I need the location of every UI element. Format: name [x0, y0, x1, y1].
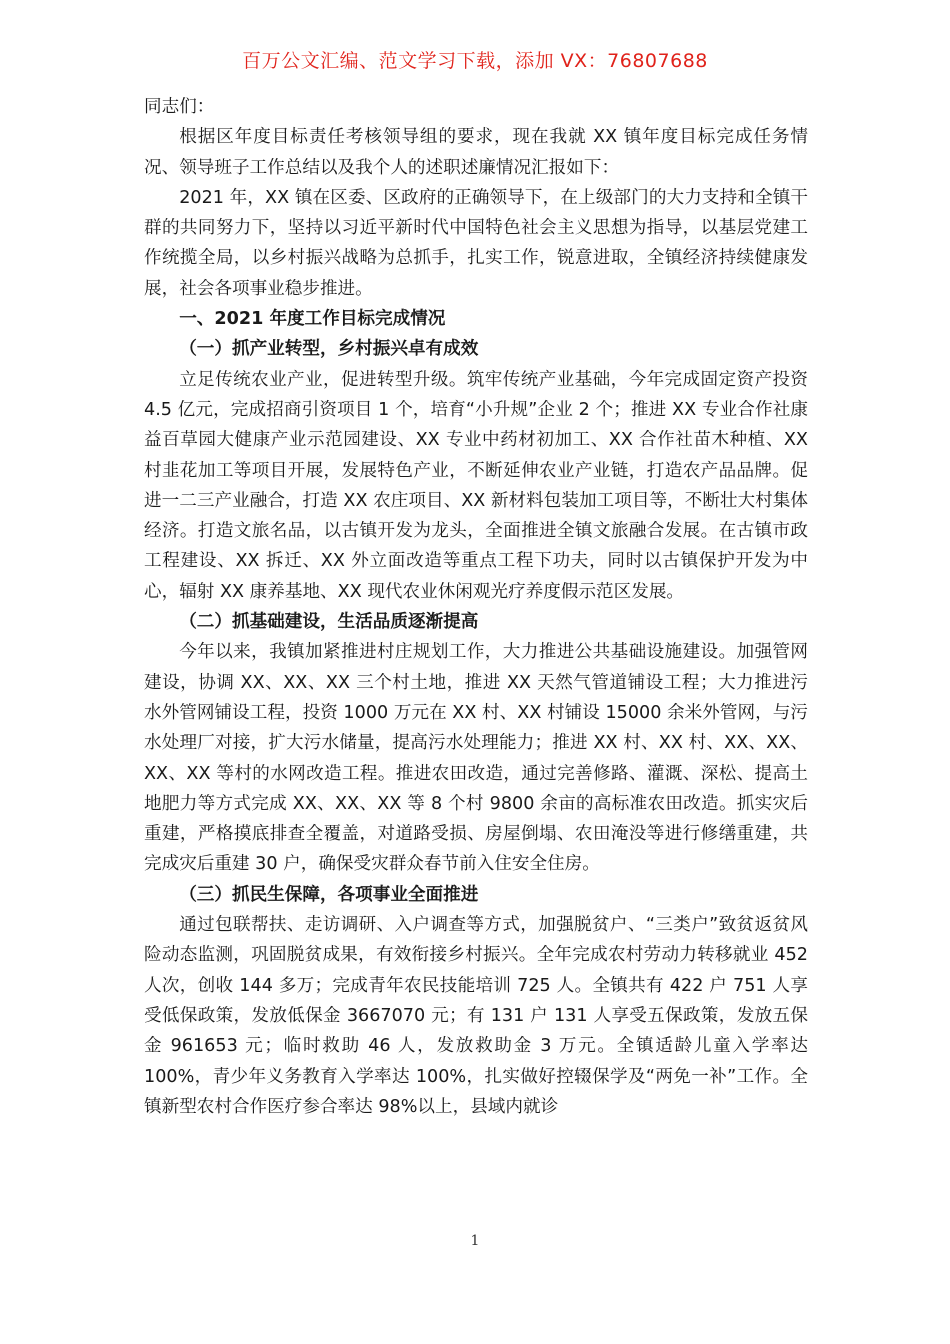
subsection-heading-3: （三）抓民生保障，各项事业全面推进: [179, 884, 479, 905]
intro-paragraph: 根据区年度目标责任考核领导组的要求，现在我就 XX 镇年度目标完成任务情况、领导班子工作总结以及我个人的述职述廉情况汇报如下：: [144, 127, 808, 178]
subsection-paragraph-2: 今年以来，我镇加紧推进村庄规划工作，大力推进公共基础设施建设。加强管网建设，协调 XX、XX、XX 三个村土地，推进 XX 天然气管道铺设工程；大力推进污水外管网铺设工程，投资 1000 万元在 XX 村、XX 村铺设 15000 余米外管网，与污水处理厂对接，扩大污水储量，提高污水处理能力；推进 XX 村、XX 村、XX、XX、XX、XX 等村的水网改造工程。推进农田改造，通过完善修路、灌溉、深松、提高土地肥力等方式完成 XX、XX、XX 等 8 个村 9800 余亩的高标准农田改造。抓实灾后重建，严格摸底排查全覆盖，对道路受损、房屋倒塌、农田淹没等进行修缮重建，共完成灾后重建 30 户，确保受灾群众春节前入住安全住房。: [144, 642, 808, 875]
document-body: [144, 92, 808, 1122]
salutation: 同志们：: [144, 97, 215, 117]
subsection-heading-2: （二）抓基础建设，生活品质逐渐提高: [179, 612, 479, 633]
subsection-heading-1: （一）抓产业转型，乡村振兴卓有成效: [179, 339, 479, 360]
subsection-paragraph-1: 立足传统农业产业，促进转型升级。筑牢传统产业基础，今年完成固定资产投资 4.5 亿元，完成招商引资项目 1 个，培育“小升规”企业 2 个；推进 XX 专业合作社康益百草园大健康产业示范园建设、XX 专业中药材初加工、XX 合作社苗木种植、XX 村韭花加工等项目开展，发展特色产业，不断延伸农业产业链，打造农产品品牌。促进一二三产业融合，打造 XX 农庄项目、XX 新材料包装加工项目等，不断壮大村集体经济。打造文旅名品，以古镇开发为龙头，全面推进全镇文旅融合发展。在古镇市政工程建设、XX 拆迁、XX 外立面改造等重点工程下功夫，同时以古镇保护开发为中心，辐射 XX 康养基地、XX 现代农业休闲观光疗养度假示范区发展。: [144, 369, 808, 602]
section-heading: 一、2021 年度工作目标完成情况: [179, 309, 446, 330]
page-number: 1: [470, 1233, 480, 1249]
overview-paragraph: 2021 年，XX 镇在区委、区政府的正确领导下，在上级部门的大力支持和全镇干群的共同努力下，坚持以习近平新时代中国特色社会主义思想为指导，以基层党建工作统揽全局，以乡村振兴战略为总抓手，扎实工作，锐意进取，全镇经济持续健康发展，社会各项事业稳步推进。: [144, 187, 808, 299]
promo-banner: 百万公文汇编、范文学习下载，添加 VX：76807688: [242, 50, 708, 72]
subsection-paragraph-3: 通过包联帮扶、走访调研、入户调查等方式，加强脱贫户、“三类户”致贫返贫风险动态监测，巩固脱贫成果，有效衔接乡村振兴。全年完成农村劳动力转移就业 452 人次，创收 144 多万；完成青年农民技能培训 725 人。全镇共有 422 户 751 人享受低保政策，发放低保金 3667070 元；有 131 户 131 人享受五保政策，发放五保金 961653 元；临时救助 46 人，发放救助金 3 万元。全镇适龄儿童入学率达 100%，青少年义务教育入学率达 100%，扎实做好控辍保学及“两免一补”工作。全镇新型农村合作医疗参合率达 98%以上，县域内就诊: [144, 915, 808, 1117]
